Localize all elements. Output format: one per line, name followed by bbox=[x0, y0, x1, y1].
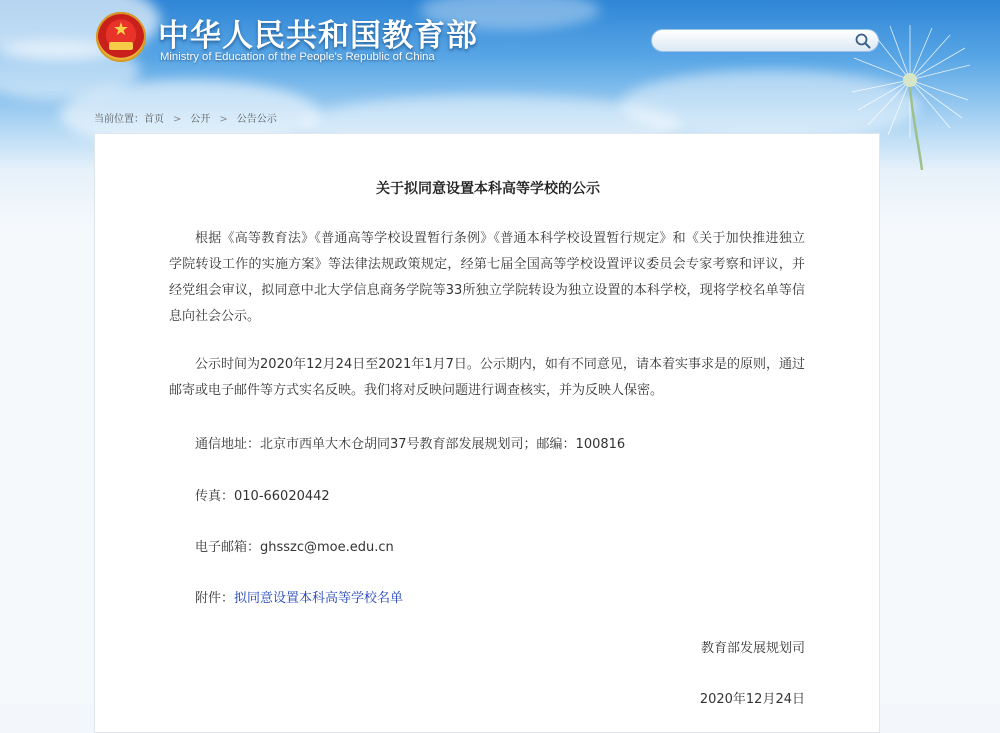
breadcrumb-announcements[interactable]: 公告公示 bbox=[236, 114, 277, 125]
contact-fax: 传真：010-66020442 bbox=[195, 489, 330, 504]
attachment-link[interactable]: 拟同意设置本科高等学校名单 bbox=[234, 591, 404, 606]
site-title[interactable]: 中华人民共和国教育部 bbox=[158, 18, 478, 54]
contact-address: 通信地址：北京市西单大木仓胡同37号教育部发展规划司；邮编：100816 bbox=[195, 437, 626, 452]
site-subtitle: Ministry of Education of the People's Republic of China bbox=[160, 51, 435, 63]
breadcrumb-home[interactable]: 首页 bbox=[144, 114, 164, 125]
article-paragraph-period: 公示时间为2020年12月24日至2021年1月7日。公示期内，如有不同意见，请本着实事求是的原则，通过邮寄或电子邮件等方式实名反映。我们将对反映问题进行调查核实，并为反映人保密。 bbox=[169, 357, 805, 398]
article-paragraph-basis: 根据《高等教育法》《普通高等学校设置暂行条例》《普通本科学校设置暂行规定》和《关于加快推进独立学院转设工作的实施方案》等法律法规政策规定，经第七届全国高等学校设置评议委员会专家考察和评议，并经党组会审议，拟同意中北大学信息商务学院等33所独立学院转设为独立设置的本科学校，现将学校名单等信息向社会公示。 bbox=[169, 231, 805, 324]
attachment bbox=[195, 587, 403, 606]
signature: 教育部发展规划司 bbox=[700, 641, 805, 656]
breadcrumb-label: 当前位置： bbox=[94, 114, 144, 125]
breadcrumb-open[interactable]: 公开 bbox=[190, 114, 211, 125]
national-emblem-icon[interactable]: ★ bbox=[96, 12, 146, 62]
breadcrumb bbox=[94, 110, 277, 125]
search-input[interactable] bbox=[662, 32, 851, 51]
attachment-label: 附件： bbox=[195, 591, 235, 606]
article-title: 关于拟同意设置本科高等学校的公示 bbox=[376, 181, 600, 197]
breadcrumb-separator: > bbox=[173, 114, 182, 125]
contact-email: 电子邮箱：ghsszc@moe.edu.cn bbox=[195, 540, 394, 555]
breadcrumb-separator: > bbox=[219, 114, 228, 125]
publish-date: 2020年12月24日 bbox=[699, 692, 805, 707]
article-panel bbox=[94, 133, 880, 733]
